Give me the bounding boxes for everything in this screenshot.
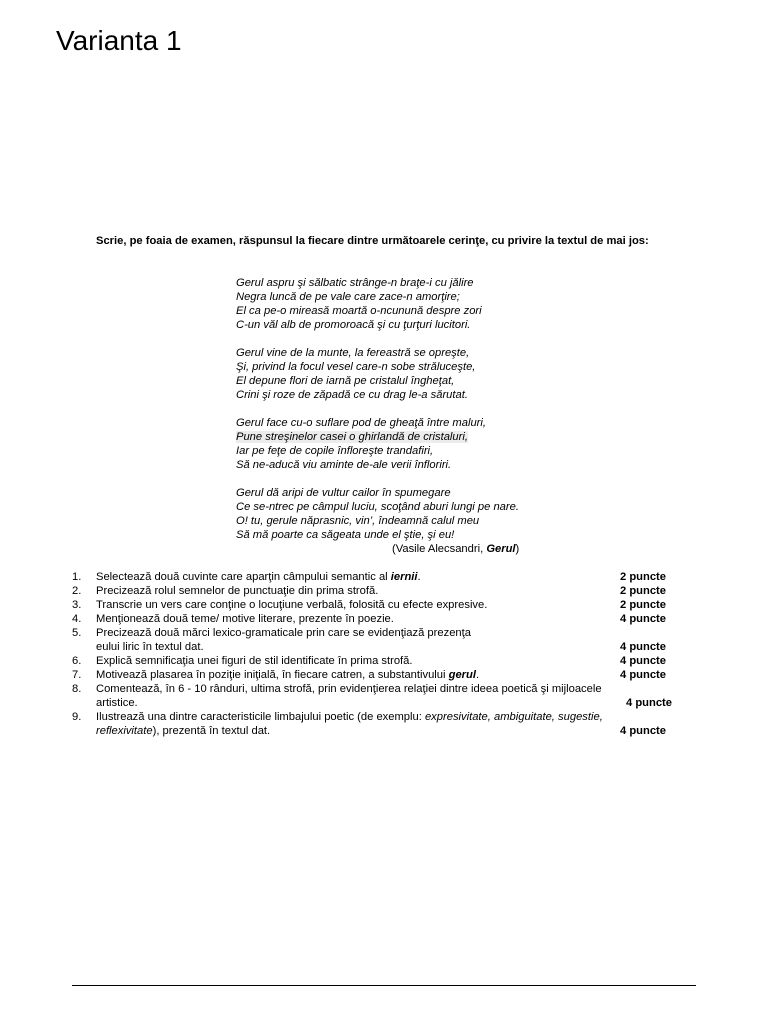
question-text-main: Motivează plasarea în poziţie iniţială, în fiecare catren, a substantivului — [96, 669, 449, 681]
attribution-title: Gerul — [486, 543, 516, 555]
question-item — [72, 612, 672, 626]
question-emphasis: expresivitate, ambiguitate, sugestie, reflexivitate — [96, 711, 603, 737]
verse-line: El ca pe-o mireasă moartă o-ncunună despre zori — [236, 305, 482, 317]
text-highlight: Pune streşinelor casei o ghirlandă de cristaluri, — [236, 431, 468, 443]
question-text: Menţionează două teme/ motive literare, prezente în poezie. — [96, 613, 394, 625]
question-emphasis: iernii — [390, 571, 418, 583]
question-points: 4 puncte — [619, 641, 666, 653]
question-item — [72, 668, 672, 682]
question-item — [72, 570, 672, 584]
stanza-4 — [236, 486, 656, 542]
question-number: 9. — [72, 711, 82, 723]
question-points: 2 puncte — [619, 571, 666, 583]
stanza-1 — [236, 276, 656, 332]
question-points: 4 puncte — [619, 613, 666, 625]
question-points: 2 puncte — [619, 599, 666, 611]
verse-line: C-un văl alb de promoroacă şi cu ţurţuri lucitori. — [236, 319, 471, 331]
question-points: 4 puncte — [619, 725, 666, 737]
question-text: Precizează rolul semnelor de punctuaţie din prima strofă. — [96, 585, 379, 597]
question-number: 5. — [72, 627, 82, 639]
verse-line: Gerul face cu-o suflare pod de gheaţă între maluri, — [236, 417, 486, 429]
verse-line: O! tu, gerule năprasnic, vin’, îndeamnă calul meu — [236, 515, 480, 527]
question-number: 6. — [72, 655, 82, 667]
question-number: 7. — [72, 669, 82, 681]
instructions: Scrie, pe foaia de examen, răspunsul la fiecare dintre următoarele cerinţe, cu privire la textul de mai jos: — [96, 235, 649, 247]
question-item — [72, 584, 672, 598]
question-item — [72, 598, 672, 612]
verse-line: Ce se-ntrec pe câmpul luciu, scoţând aburi lungi pe nare. — [236, 501, 519, 513]
question-text-main: Selectează două cuvinte care aparţin câmpului semantic al — [96, 571, 391, 583]
verse-line: Iar pe feţe de copile înfloreşte trandafiri, — [236, 445, 434, 457]
question-item — [72, 626, 672, 654]
poem-attribution — [392, 542, 519, 556]
page-title: Varianta 1 — [56, 25, 182, 56]
question-list — [72, 570, 672, 738]
question-points: 2 puncte — [619, 585, 666, 597]
question-text: Comentează, în 6 - 10 rânduri, ultima strofă, prin evidenţierea relaţiei dintre ideea poetică şi mijloacele artistice. — [96, 683, 602, 709]
question-points: 4 puncte — [619, 669, 666, 681]
question-number: 2. — [72, 585, 82, 597]
poem — [236, 276, 656, 556]
stanza-2 — [236, 346, 656, 402]
verse-line: Negra luncă de pe vale care zace-n amorţire; — [236, 291, 460, 303]
question-item — [72, 710, 672, 738]
question-text — [96, 668, 672, 682]
verse-line: Şi, privind la focul vesel care-n sobe străluceşte, — [236, 361, 476, 373]
question-number: 8. — [72, 683, 82, 695]
question-text-main: Ilustrează una dintre caracteristicile limbajului poetic (de exemplu: — [96, 711, 425, 723]
attribution-author: (Vasile Alecsandri, — [392, 543, 487, 555]
verse-line: Gerul vine de la munte, la fereastră se opreşte, — [236, 347, 470, 359]
question-number: 1. — [72, 571, 82, 583]
question-number: 3. — [72, 599, 82, 611]
question-points: 4 puncte — [619, 655, 666, 667]
question-text: Transcrie un vers care conţine o locuţiune verbală, folosită cu efecte expresive. — [96, 599, 488, 611]
question-text — [96, 710, 672, 738]
stanza-3 — [236, 416, 656, 472]
question-text-end: . — [475, 669, 480, 681]
footer-rule — [72, 985, 696, 986]
verse-line: El depune flori de iarnă pe cristalul îngheţat, — [236, 375, 455, 387]
question-text — [96, 570, 672, 584]
question-emphasis: gerul — [448, 669, 476, 681]
attribution-close: ) — [515, 543, 520, 555]
verse-line: Gerul aspru şi sălbatic strânge-n braţe-i cu jălire — [236, 277, 474, 289]
question-text: Explică semnificaţia unei figuri de stil identificate în prima strofă. — [96, 655, 413, 667]
question-number: 4. — [72, 613, 82, 625]
question-text: Precizează două mărci lexico-gramaticale prin care se evidenţiază prezenţa eului liric în textul dat. — [96, 627, 471, 653]
question-item — [72, 654, 672, 668]
verse-line: Crini şi roze de zăpadă ce cu drag le-a sărutat. — [236, 389, 468, 401]
question-item — [72, 682, 672, 710]
verse-line-highlighted — [236, 430, 656, 444]
question-text-end: . — [417, 571, 421, 583]
question-text-end: ), prezentă în textul dat. — [152, 725, 271, 737]
verse-line: Să mă poarte ca săgeata unde el ştie, şi eu! — [236, 529, 455, 541]
verse-line: Gerul dă aripi de vultur cailor în spumegare — [236, 487, 451, 499]
question-points: 4 puncte — [625, 697, 672, 709]
verse-line: Să ne-aducă viu aminte de-ale verii înfloriri. — [236, 459, 452, 471]
